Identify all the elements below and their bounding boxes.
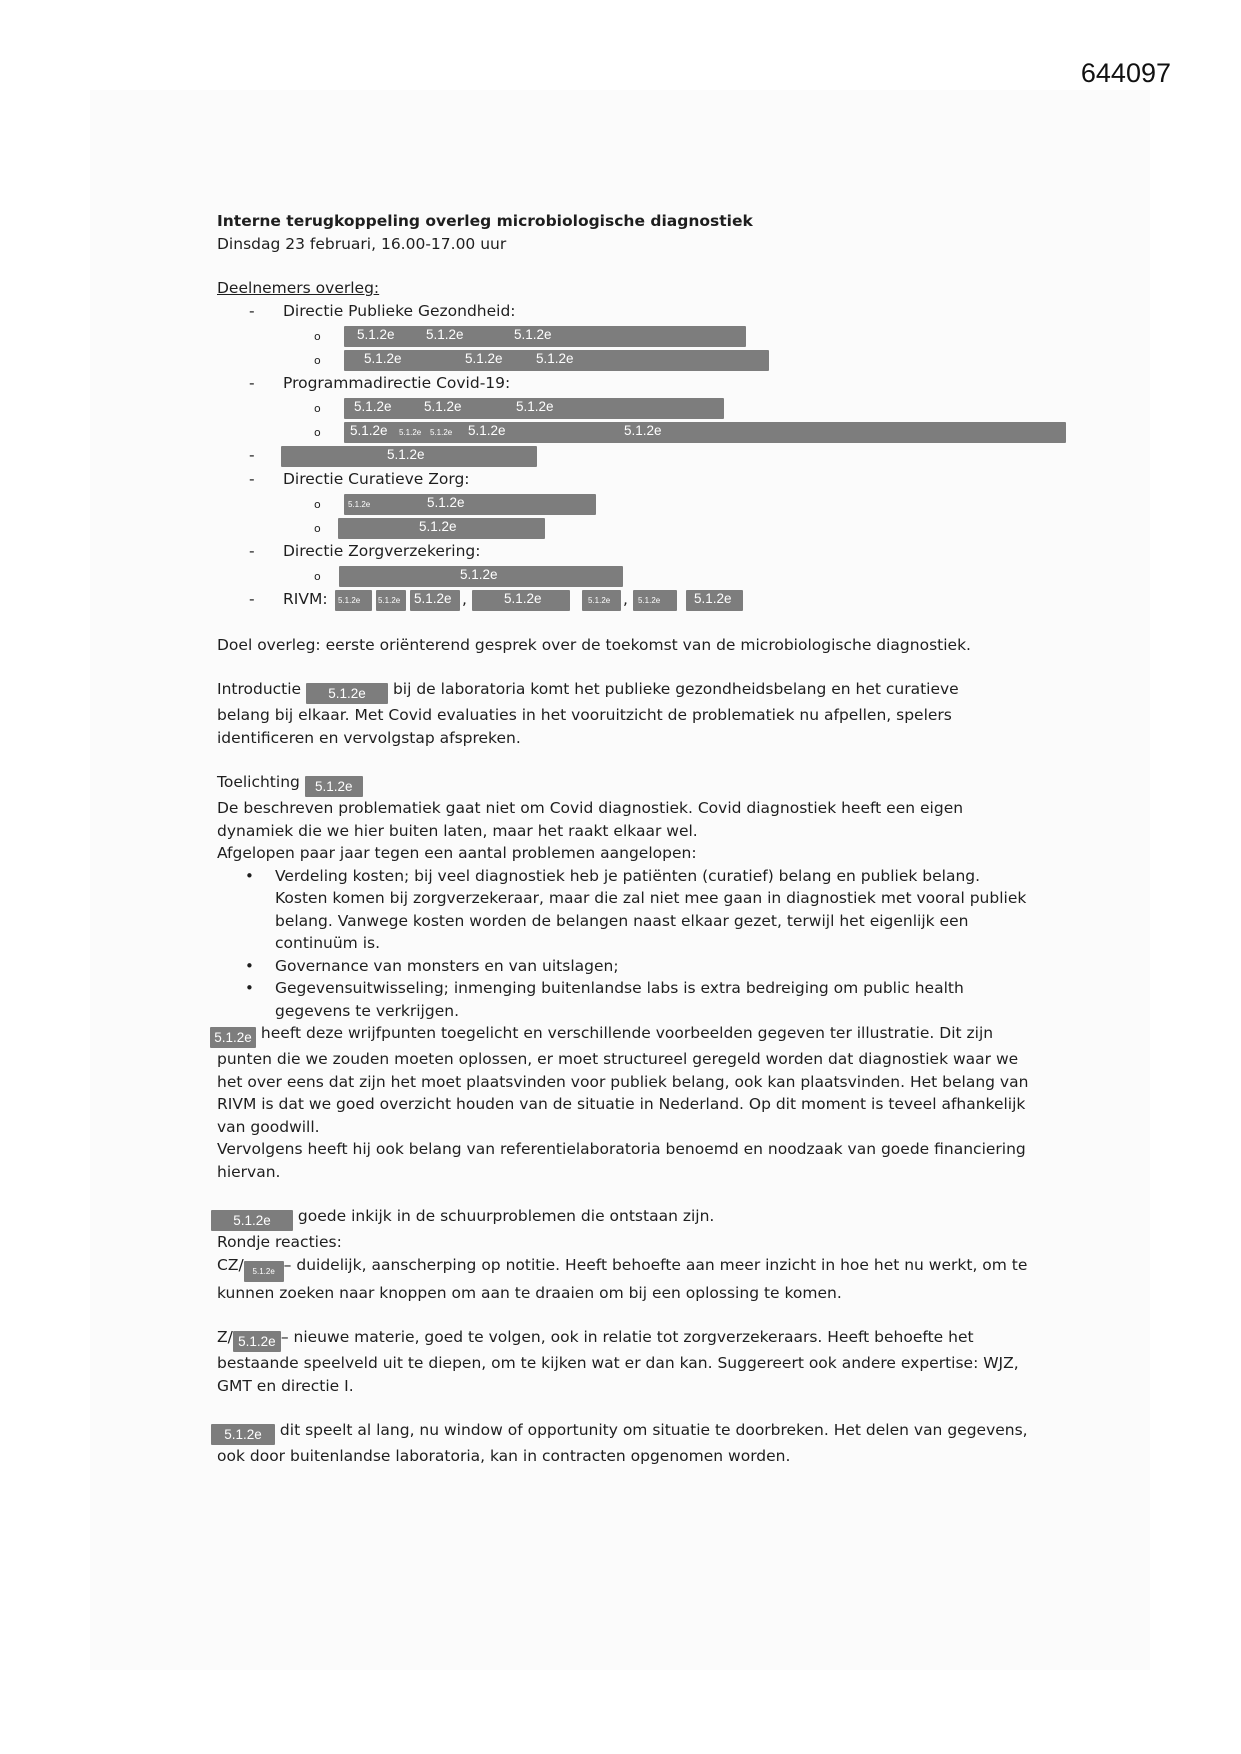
- participant-covid-2: o 5.1.2e 5.1.2e 5.1.2e 5.1.2e 5.1.2e: [217, 420, 1037, 444]
- list-item: • Governance van monsters en van uitslagen;: [275, 955, 1037, 978]
- participant-zv-1: o 5.1.2e: [217, 564, 1037, 588]
- toelichting-heading: Toelichting 5.1.2e: [217, 771, 1037, 797]
- participant-dpg-1: o 5.1.2e 5.1.2e 5.1.2e: [217, 324, 1037, 348]
- redaction-label: 5.1.2e: [387, 446, 425, 462]
- document-title: Interne terugkoppeling overleg microbiologische diagnostiek: [217, 212, 753, 230]
- reaction-last: 5.1.2e dit speelt al lang, nu window of opportunity om situatie te doorbreken. Het delen van gegevens, ook door buitenlandse laboratoria, kan in contracten opgenomen worden.: [217, 1419, 1037, 1468]
- toelichting-p3: 5.1.2e heeft deze wrijfpunten toegelicht en verschillende voorbeelden gegeven ter illustratie. Dit zijn punten die we zouden moeten oplossen, er moet structureel geregeld worden dat diagnostiek waar we het over eens dat zijn het moet plaatsvinden voor publiek belang, ook kan plaatsvinden. Het belang van RIVM is dat we goed overzicht houden van de situatie in Nederland. Op dit moment is teveel afhankelijk van goodwill.: [217, 1022, 1037, 1138]
- redaction-block: 5.1.2e: [305, 776, 363, 797]
- redaction-label: 5.1.2e: [399, 427, 422, 437]
- redaction-block: 5.1.2e: [306, 683, 388, 704]
- page-number: 644097: [1080, 58, 1171, 88]
- participant-covid: - Programmadirectie Covid-19:: [249, 373, 511, 392]
- toelichting-p1: De beschreven problematiek gaat niet om Covid diagnostiek. Covid diagnostiek heeft een eigen dynamiek die we hier buiten laten, maar het raakt elkaar wel.: [217, 799, 964, 840]
- rondje-reacties: Rondje reacties:: [217, 1233, 342, 1251]
- participant-dpg-2: o 5.1.2e 5.1.2e 5.1.2e: [217, 348, 1037, 372]
- redaction-label: 5.1.2e: [638, 595, 661, 605]
- redaction-label: 5.1.2e: [468, 422, 506, 438]
- participant-covid-1: o 5.1.2e 5.1.2e 5.1.2e: [217, 396, 1037, 420]
- participant-zv: - Directie Zorgverzekering:: [249, 541, 481, 560]
- redaction-label: 5.1.2e: [348, 499, 371, 509]
- problem-list: [217, 865, 1037, 1023]
- participant-covid-3: - 5.1.2e: [217, 444, 1037, 468]
- redaction-label: 5.1.2e: [694, 590, 732, 606]
- redaction-label: 5.1.2e: [430, 427, 453, 437]
- participants-heading: Deelnemers overleg:: [217, 279, 380, 297]
- redaction-label: 5.1.2e: [357, 326, 395, 342]
- document-body: [214, 210, 1037, 1468]
- toelichting-p2: Afgelopen paar jaar tegen een aantal problemen aangelopen:: [217, 844, 697, 862]
- meeting-date: Dinsdag 23 februari, 16.00-17.00 uur: [217, 234, 507, 253]
- reaction-cz: CZ/ 5.1.2e – duidelijk, aanscherping op notitie. Heeft behoefte aan meer inzicht in hoe het nu werkt, om te kunnen zoeken naar knoppen om aan te draaien om bij een oplossing te komen.: [217, 1255, 1028, 1302]
- redaction-label: 5.1.2e: [419, 518, 457, 534]
- doel-overleg: Doel overleg: eerste oriënterend gesprek over de toekomst van de microbiologische diagnostiek.: [217, 635, 971, 654]
- participant-cz-2: o 5.1.2e: [217, 516, 1037, 540]
- redaction-label: 5.1.2e: [624, 422, 662, 438]
- redaction-label: 5.1.2e: [588, 595, 611, 605]
- participant-dpg: - Directie Publieke Gezondheid:: [249, 301, 516, 320]
- toelichting-p4: Vervolgens heeft hij ook belang van referentielaboratoria benoemd en noodzaak van goede financiering hiervan.: [217, 1140, 1026, 1181]
- redaction-block: 5.1.2e: [244, 1261, 284, 1282]
- reaction-z: Z/ 5.1.2e – nieuwe materie, goed te volgen, ook in relatie tot zorgverzekeraars. Heeft behoefte het bestaande speelveld uit te diepen, om te kijken wat er dan kan. Suggereert ook andere expertise: WJZ, GMT en directie I.: [217, 1328, 1019, 1395]
- list-item: • Verdeling kosten; bij veel diagnostiek heb je patiënten (curatief) belang en publiek belang. Kosten komen bij zorgverzekeraar, maar die zal niet mee gaan in diagnostiek met vooral publiek belang. Vanwege kosten worden de belangen naast elkaar gezet, terwijl het eigenlijk een continuüm is.: [275, 865, 1037, 955]
- participant-rivm: - RIVM: 5.1.2e 5.1.2e 5.1.2e , 5.1.2e 5.1.2e , 5.1.2e 5.1.2e: [217, 588, 1037, 612]
- redaction-label: 5.1.2e: [504, 590, 542, 606]
- list-item: • Gegevensuitwisseling; inmenging buitenlandse labs is extra bedreiging om public health gegevens te verkrijgen.: [275, 977, 1037, 1022]
- participant-cz: - Directie Curatieve Zorg:: [249, 469, 470, 488]
- redaction-label: 5.1.2e: [516, 398, 554, 414]
- redaction-label: 5.1.2e: [426, 326, 464, 342]
- redaction-block: 5.1.2e: [211, 1424, 275, 1445]
- redaction-label: 5.1.2e: [460, 566, 498, 582]
- redaction-label: 5.1.2e: [350, 422, 388, 438]
- redaction-label: 5.1.2e: [354, 398, 392, 414]
- redaction-label: 5.1.2e: [338, 595, 361, 605]
- redaction-block: 5.1.2e: [211, 1210, 293, 1231]
- redaction-label: 5.1.2e: [378, 595, 401, 605]
- participant-cz-1: o 5.1.2e 5.1.2e: [217, 492, 1037, 516]
- redaction-label: 5.1.2e: [424, 398, 462, 414]
- redaction-label: 5.1.2e: [414, 590, 452, 606]
- redaction-block: [344, 422, 1066, 443]
- inkijk-paragraph: 5.1.2e goede inkijk in de schuurproblemen die ontstaan zijn.: [217, 1205, 1037, 1231]
- redaction-label: 5.1.2e: [364, 350, 402, 366]
- redaction-label: 5.1.2e: [536, 350, 574, 366]
- redaction-label: 5.1.2e: [427, 494, 465, 510]
- introductie-paragraph: Introductie 5.1.2e bij de laboratoria komt het publieke gezondheidsbelang en het curatieve belang bij elkaar. Met Covid evaluaties in het vooruitzicht de problematiek nu afpellen, spelers identificeren en vervolgstap afspreken.: [217, 680, 959, 747]
- redaction-label: 5.1.2e: [465, 350, 503, 366]
- redaction-block: [344, 494, 596, 515]
- redaction-block: 5.1.2e: [210, 1027, 256, 1048]
- redaction-block: 5.1.2e: [233, 1331, 281, 1352]
- redaction-label: 5.1.2e: [514, 326, 552, 342]
